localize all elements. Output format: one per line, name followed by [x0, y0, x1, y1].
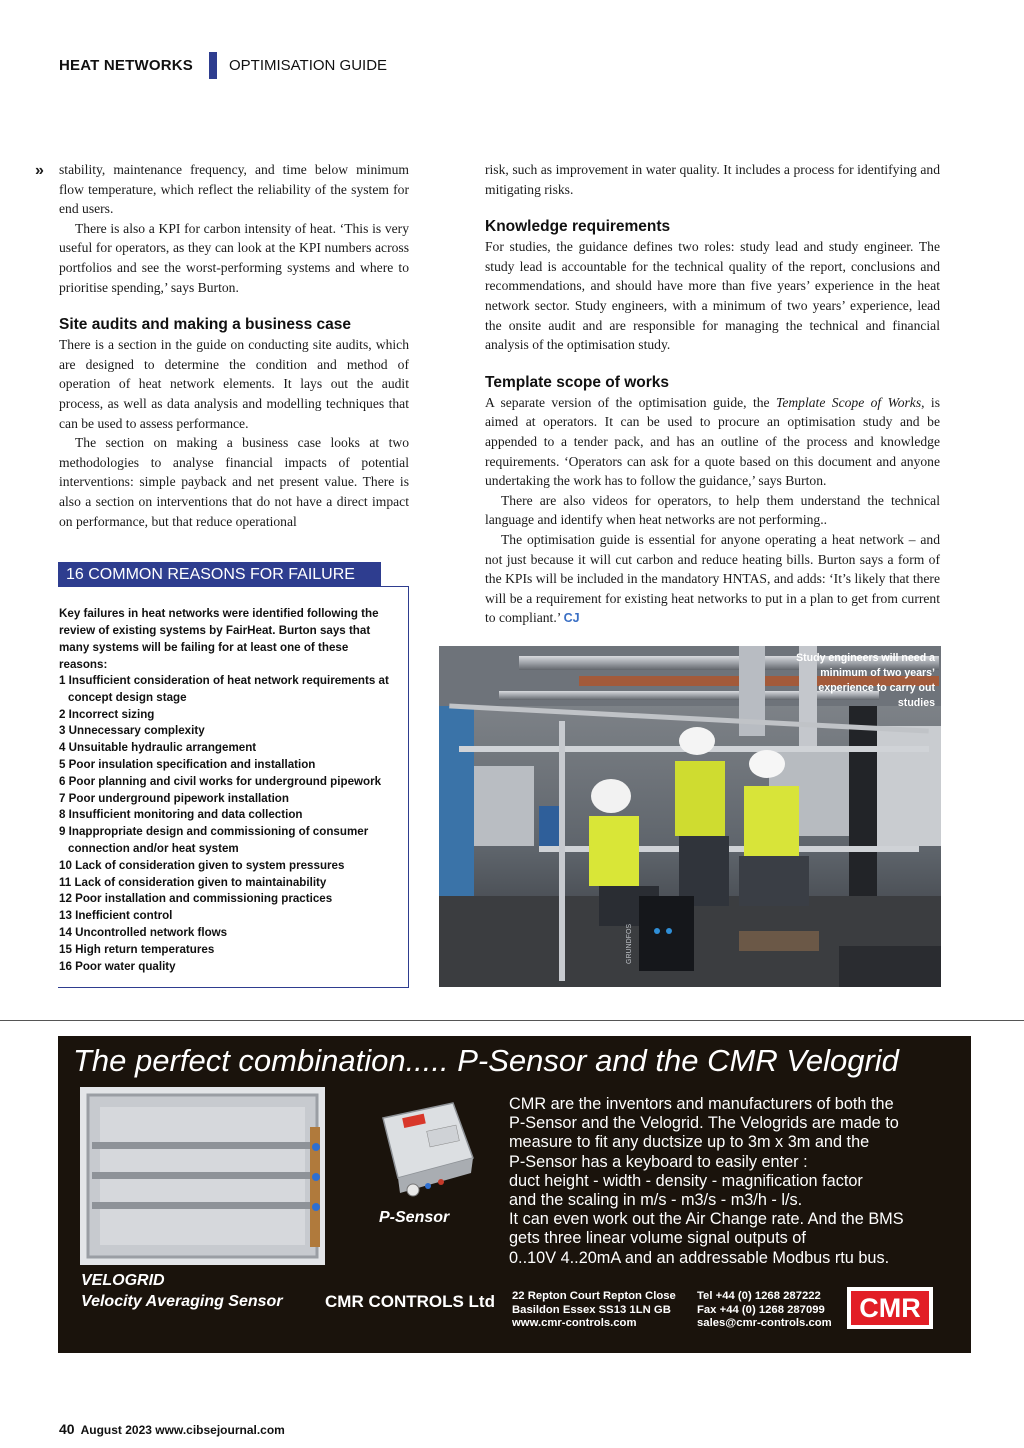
left-paragraph-3: There is a section in the guide on conducting site audits, which are designed to determine the condition and method of operation of heat network elements. It lays out the audit process, as well as data analysis and modelling techniques that can be used to assess performance.: [59, 337, 409, 431]
right-paragraph-3: A separate version of the optimisation guide, the Template Scope of Works, is aimed at operators. It can be used to procure an optimisation study and be appended to a tender pack, and has an outline of the process and knowledge requirements. ‘Operators can ask for a quote based on this document and anyone undertaking the work has to follow the guidance,’ says Burton.: [485, 394, 941, 489]
failure-item: 11 Lack of consideration given to maintainability: [59, 875, 327, 889]
company-address: 22 Repton Court Repton Close Basildon Essex SS13 1LN GB www.cmr-controls.com: [512, 1290, 676, 1329]
continued-chevron-icon: »: [35, 162, 44, 179]
left-paragraph-1: stability, maintenance frequency, and time below minimum flow temperature, which reflect the reliability of the system for end users.: [59, 162, 409, 217]
right-paragraph-2: For studies, the guidance defines two roles: study lead and study engineer. The study lead is accountable for the technical quality of the report, conclusions and recommendations, and should have more than five years’ experience in the heat network sector. Study engineers, with a minimum of two years’ experience, lead the onsite audit and are responsible for managing the technical and financial analysis of the optimisation study.: [485, 239, 940, 353]
ad-body-line: duct height - width - density - magnification factor: [509, 1171, 863, 1190]
heading-knowledge: Knowledge requirements: [485, 218, 671, 236]
velogrid-name: VELOGRID: [81, 1272, 165, 1289]
header-divider: [209, 52, 217, 79]
left-paragraph-4: The section on making a business case looks at two methodologies to analyse financial impacts of potential interventions: simple payback and net present value. There is also a section on interventions that do not have a direct impact on performance, but that reduce operational: [59, 435, 409, 529]
heading-template: Template scope of works: [485, 373, 670, 391]
right-paragraph-4: There are also videos for operators, to help them understand the technical language and identify when heat networks are not performing..: [485, 492, 940, 528]
failure-item: 9 Inappropriate design and commissioning of consumer connection and/or heat system: [59, 825, 369, 855]
ad-title: The perfect combination..... P-Sensor and the CMR Velogrid: [73, 1043, 899, 1078]
company-name: CMR CONTROLS Ltd: [325, 1292, 495, 1311]
section-title: HEAT NETWORKS: [59, 57, 193, 74]
photo-caption: Study engineers will need a minimum of two years’ experience to carry out studies: [796, 652, 935, 709]
company-website-link[interactable]: www.cmr-controls.com: [512, 1317, 637, 1329]
pump-brand: GRUNDFOS: [626, 923, 633, 964]
ad-body-line: measure to fit any ductsize up to 3m x 3m and the: [509, 1133, 870, 1152]
left-column: [35, 160, 409, 531]
company-email-link[interactable]: sales@cmr-controls.com: [697, 1317, 832, 1329]
right-column: [485, 160, 940, 629]
failure-item: 6 Poor planning and civil works for underground pipework: [59, 774, 382, 788]
velogrid-description: Velocity Averaging Sensor: [81, 1293, 283, 1310]
company-contact: Tel +44 (0) 1268 287222 Fax +44 (0) 1268 287099 sales@cmr-controls.com: [697, 1290, 832, 1329]
right-paragraph-1: risk, such as improvement in water quality. It includes a process for identifying and mitigating risks.: [485, 162, 940, 197]
ad-body-line: 0..10V 4..20mA and an addressable Modbus rtu bus.: [509, 1248, 890, 1267]
ad-body-line: CMR are the inventors and manufacturers of both the: [509, 1095, 894, 1113]
guide-title: Template Scope of Works: [776, 394, 922, 410]
author-initials: CJ: [563, 611, 580, 626]
failure-item: 15 High return temperatures: [59, 942, 215, 956]
ad-body-line: and the scaling in m/s - m3/s - m3/h - l/s.: [509, 1191, 803, 1210]
page-number: 40: [59, 1421, 75, 1437]
p-sensor-label: P-Sensor: [379, 1209, 450, 1226]
failure-item: 8 Insufficient monitoring and data collection: [59, 808, 303, 822]
page-footer: [59, 1421, 285, 1437]
failure-item: 7 Poor underground pipework installation: [59, 791, 289, 805]
ad-body-line: P-Sensor has a keyboard to easily enter :: [509, 1152, 808, 1171]
failure-item: 5 Poor insulation specification and installation: [59, 757, 316, 771]
failure-item: 10 Lack of consideration given to system pressures: [59, 858, 345, 872]
failure-item: 3 Unnecessary complexity: [59, 724, 205, 738]
velogrid-label: [81, 1270, 283, 1312]
failure-item: 14 Uncontrolled network flows: [59, 925, 228, 939]
ad-separator-line: [0, 1020, 1024, 1021]
ad-body-line: gets three linear volume signal outputs of: [509, 1229, 806, 1248]
failure-item: 1 Insufficient consideration of heat network requirements at concept design stage: [59, 674, 389, 704]
footer-text: August 2023 www.cibsejournal.com: [80, 1423, 285, 1437]
failure-item: 13 Inefficient control: [59, 909, 173, 923]
failure-list: [59, 673, 404, 975]
failure-item: 12 Poor installation and commissioning practices: [59, 892, 333, 906]
velogrid-product-image: [80, 1087, 325, 1265]
heading-site-audits: Site audits and making a business case: [59, 316, 352, 334]
failure-item: 16 Poor water quality: [59, 959, 176, 973]
failure-item: 2 Incorrect sizing: [59, 707, 155, 721]
failure-item: 4 Unsuitable hydraulic arrangement: [59, 741, 257, 755]
cmr-logo: CMR: [847, 1287, 933, 1329]
ad-body-text: [509, 1095, 949, 1268]
p-sensor-product-image: [373, 1098, 475, 1206]
failure-box-title: 16 COMMON REASONS FOR FAILURE: [58, 562, 381, 587]
right-paragraph-5: The optimisation guide is essential for anyone operating a heat network – and not just because it will cut carbon and reduce heating bills. Burton says a form of the KPIs will be included in the mandatory HNTAS, and adds: ‘It’s likely that there will be a requirement for existing heat networks to put in a plan to get from current to compliant.’ CJ: [485, 531, 940, 626]
left-paragraph-2: There is also a KPI for carbon intensity of heat. ‘This is very useful for operators, as they can look at the KPI numbers across portfolios and see the worst-performing systems and where to prioritise spending,’ says Burton.: [59, 220, 409, 295]
ad-body-line: It can even work out the Air Change rate. And the BMS: [509, 1210, 904, 1229]
ad-body-line: P-Sensor and the Velogrid. The Velogrids are made to: [509, 1114, 899, 1133]
section-subtitle: OPTIMISATION GUIDE: [229, 57, 388, 74]
failure-box-intro: Key failures in heat networks were identified following the review of existing systems by FairHeat. Burton says that many systems will be failing for at least one of these reasons:: [59, 607, 379, 671]
